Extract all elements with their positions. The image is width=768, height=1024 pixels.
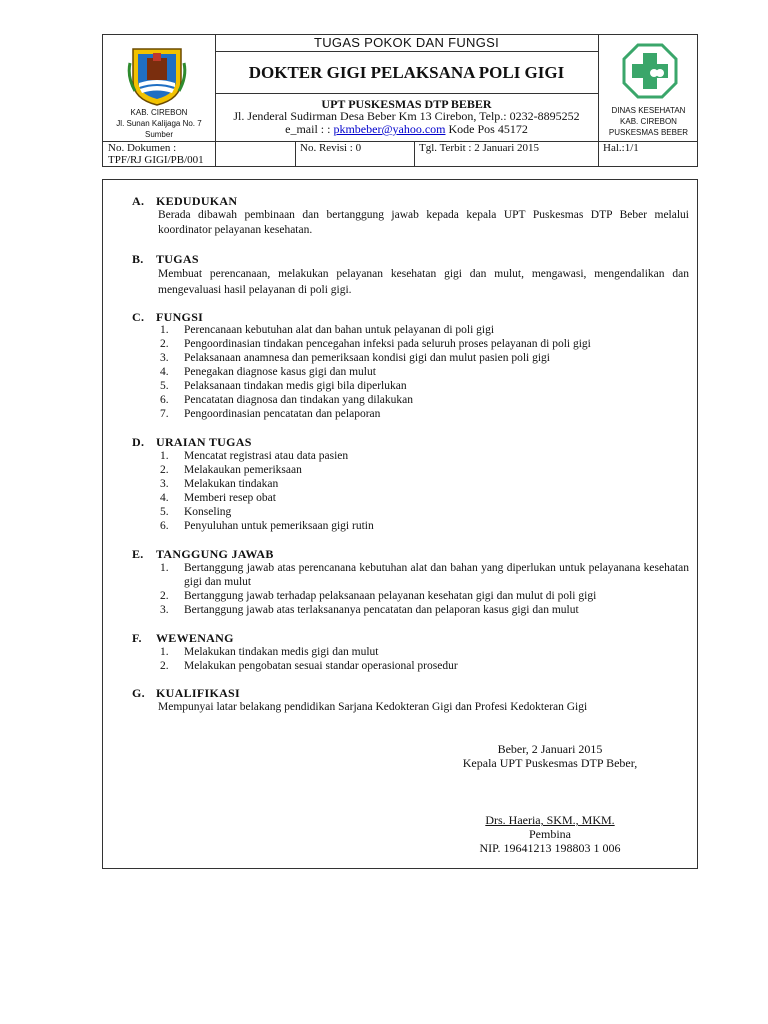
section-b-text: Membuat perencanaan, melakukan pelayanan kesehatan gigi dan mulut, mengawasi, mengendalikan dan mengevaluasi hasil pelayanan di poli gigi. (158, 268, 689, 296)
header-email-line (215, 123, 598, 136)
section-d-heading (132, 435, 252, 449)
list-item: 3. Pelaksanaan anamnesa dan pemeriksaan kondisi gigi dan mulut pasien poli gigi (160, 352, 550, 364)
section-title: URAIAN TUGAS (156, 435, 252, 449)
list-item: 6. Penyuluhan untuk pemeriksaan gigi rutin (160, 520, 374, 532)
left-logo-line1: KAB. CIREBON (130, 108, 188, 117)
section-title: KEDUDUKAN (156, 194, 238, 208)
list-item: 7. Pengoordinasian pencatatan dan pelaporan (160, 408, 381, 420)
section-c-heading (132, 310, 203, 324)
list-item: 4. Penegakan diagnose kasus gigi dan mulut (160, 366, 376, 378)
list-item: 1. Bertanggung jawab atas perencanana kebutuhan alat dan bahan yang diperlukan untuk pelayanana kesehatan gigi dan mulut (160, 562, 689, 588)
doc-number-value: TPF/RJ GIGI/PB/001 (108, 154, 204, 166)
health-cross-logo-icon (622, 43, 678, 99)
section-g-heading (132, 686, 240, 700)
document-header (102, 34, 698, 167)
doc-number-label: No. Dokumen : (108, 142, 177, 154)
section-title: KUALIFIKASI (156, 686, 240, 700)
section-letter: E. (132, 547, 144, 561)
section-f-list (158, 645, 689, 673)
left-logo-line2: Jl. Sunan Kalijaga No. 7 (116, 119, 202, 128)
header-divider (215, 93, 598, 94)
right-logo-line3: PUSKESMAS BEBER (608, 128, 689, 137)
header-address: Jl. Jenderal Sudirman Desa Beber Km 13 Cirebon, Telp.: 0232-8895252 (233, 109, 580, 123)
list-item: 3. Bertanggung jawab atas terlaksananya pencatatan dan pelaporan kasus gigi dan mulut (160, 604, 579, 616)
signature-position: Kepala UPT Puskesmas DTP Beber, (462, 756, 638, 770)
section-letter: C. (132, 310, 145, 324)
email-link[interactable]: pkmbeber@yahoo.com (333, 122, 446, 136)
section-f-heading (132, 631, 234, 645)
header-divider (215, 51, 598, 52)
section-c-list (158, 323, 689, 421)
section-title: TUGAS (156, 252, 199, 266)
header-puskesmas: UPT PUSKESMAS DTP BEBER (321, 97, 492, 111)
signatory-name: Drs. Haeria, SKM., MKM. (485, 813, 615, 827)
list-item: 2. Melakukan pengobatan sesuai standar operasional prosedur (160, 660, 458, 672)
header-divider (414, 141, 415, 167)
issue-date-cell: Tgl. Terbit : 2 Januari 2015 (419, 142, 540, 154)
section-letter: G. (132, 686, 145, 700)
section-title: WEWENANG (156, 631, 234, 645)
header-divider (295, 141, 296, 167)
left-logo-caption (103, 107, 215, 140)
signature-nip: NIP. 19641213 198803 1 006 (479, 841, 621, 855)
section-letter: A. (132, 194, 145, 208)
list-item: 3. Melakukan tindakan (160, 478, 279, 490)
doc-number-cell (108, 142, 204, 166)
list-item: 1. Perencanaan kebutuhan alat dan bahan untuk pelayanan di poli gigi (160, 324, 495, 336)
section-e-list (158, 561, 689, 617)
signature-rank: Pembina (529, 827, 571, 841)
list-item: 2. Melakaukan pemeriksaan (160, 464, 302, 476)
postal-code: Kode Pos 45172 (448, 122, 528, 136)
list-item: 4. Memberi resep obat (160, 492, 276, 504)
section-a-text: Berada dibawah pembinaan dan bertanggung jawab kepada kepala UPT Puskesmas DTP Beber melalui koordinator pelayanan kesehatan. (158, 209, 689, 236)
section-e-heading (132, 547, 274, 561)
section-d-list (158, 449, 689, 533)
section-a-heading (132, 194, 237, 208)
right-logo-line1: DINAS KESEHATAN (611, 106, 686, 115)
page-cell: Hal.:1/1 (603, 142, 639, 154)
list-item: 1. Melakukan tindakan medis gigi dan mulut (160, 646, 379, 658)
revision-cell: No. Revisi : 0 (300, 142, 362, 154)
list-item: 6. Pencatatan diagnosa dan tindakan yang dilakukan (160, 394, 413, 406)
section-b-heading (132, 252, 199, 266)
email-prefix: e_mail : : (285, 122, 331, 136)
left-logo-line3: Sumber (144, 130, 173, 139)
kab-cirebon-logo-icon (125, 43, 189, 107)
section-letter: B. (132, 252, 144, 266)
list-item: 1. Mencatat registrasi atau data pasien (160, 450, 349, 462)
list-item: 5. Konseling (160, 506, 232, 518)
list-item: 2. Bertanggung jawab terhadap pelaksanaan pelayanan kesehatan gigi dan mulut di poli gigi (160, 590, 597, 602)
signature-place-date: Beber, 2 Januari 2015 (497, 742, 603, 756)
section-letter: F. (132, 631, 142, 645)
header-title-main: DOKTER GIGI PELAKSANA POLI GIGI (248, 63, 565, 82)
section-title: TANGGUNG JAWAB (156, 547, 274, 561)
section-g-text: Mempunyai latar belakang pendidikan Sarjana Kedokteran Gigi dan Profesi Kedokteran Gigi (158, 701, 588, 713)
signature-name (430, 813, 670, 827)
right-logo-line2: KAB. CIREBON (620, 117, 677, 126)
header-divider (598, 35, 599, 167)
right-logo-caption (598, 105, 699, 138)
list-item: 5. Pelaksanaan tindakan medis gigi bila diperlukan (160, 380, 407, 392)
list-item: 2. Pengoordinasian tindakan pencegahan infeksi pada seluruh proses pelayanan di poli gigi (160, 338, 591, 350)
section-title: FUNGSI (156, 310, 204, 324)
section-letter: D. (132, 435, 145, 449)
header-title-top: TUGAS POKOK DAN FUNGSI (313, 35, 499, 50)
